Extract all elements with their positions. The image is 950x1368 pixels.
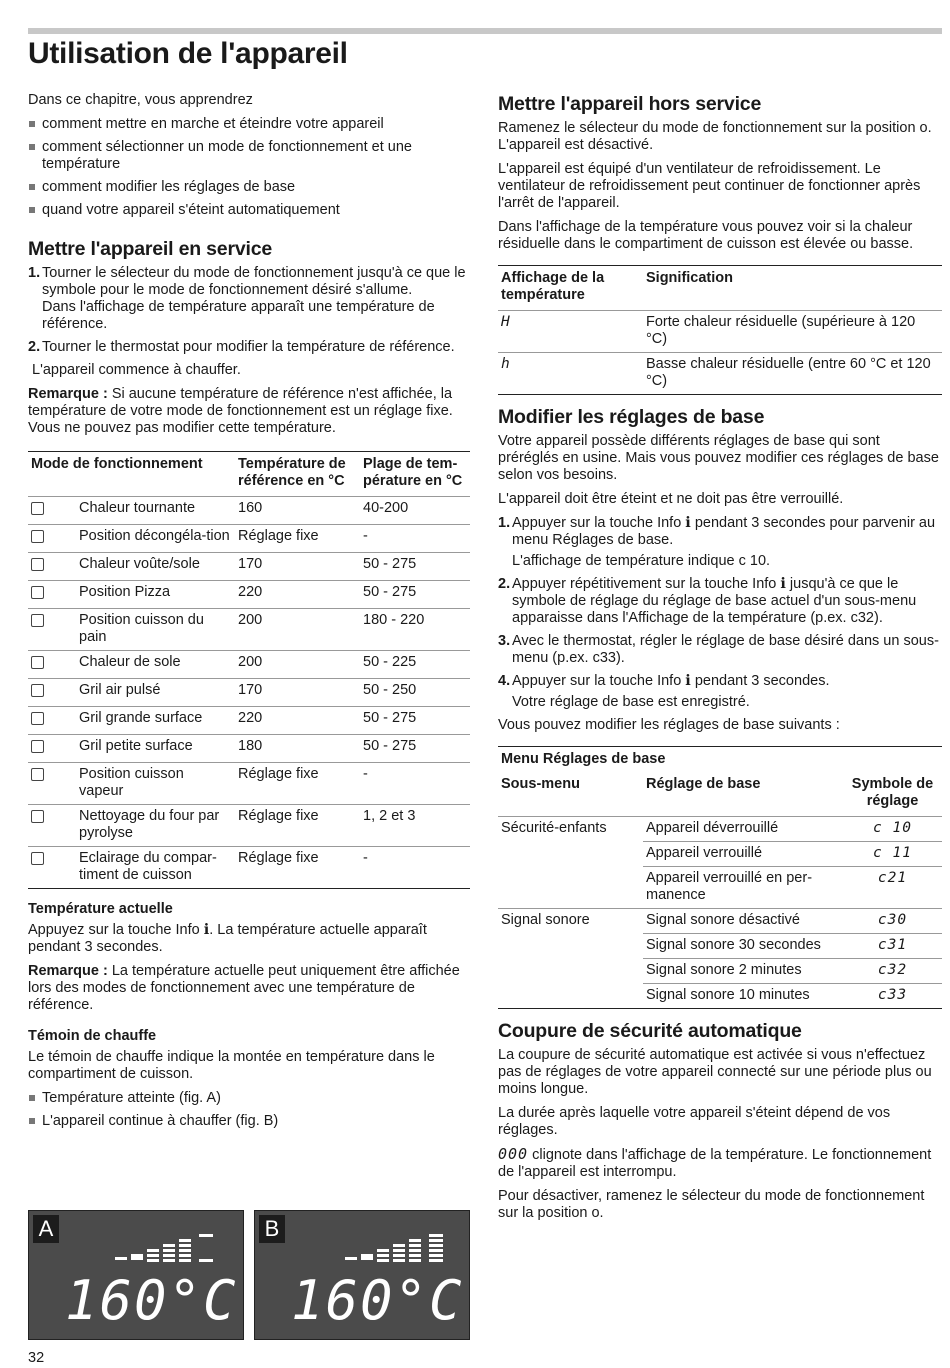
table-cell: - [360,847,470,889]
table-cell [28,525,76,553]
table-cell: Appareil verrouillé [643,842,843,867]
table-cell: 40-200 [360,497,470,525]
paragraph: Appuyez sur la touche Info ℹ. La température actuelle apparaît pendant 3 secondes. [28,922,427,955]
table-cell [28,497,76,525]
section-heading-reglages: Modifier les réglages de base [498,406,765,428]
pyrolysis-icon [31,810,44,823]
table-cell: Position cuisson du pain [76,609,235,651]
table-row [498,909,942,934]
table-cell: Réglage fixe [235,525,360,553]
intro-lead: Dans ce chapitre, vous apprendrez [28,92,253,108]
table-cell: 50 - 275 [360,735,470,763]
table-cell: Appareil déverrouillé [643,817,843,842]
table-cell: 50 - 275 [360,553,470,581]
intro-list [28,116,470,219]
table-cell: Nettoyage du four par pyrolyse [76,805,235,847]
table-row [28,581,470,609]
display-symbol: H [498,311,643,353]
step-text: Appuyer sur la touche Info ℹ pendant 3 secondes pour parvenir au menu Réglages de base. [512,515,936,548]
table-cell: Position Pizza [76,581,235,609]
table-cell: Signal sonore 2 minutes [643,959,843,984]
table-cell: 200 [235,651,360,679]
lamp-icon [31,852,44,865]
table-cell: Sécurité-enfants [498,817,643,842]
right-column [498,92,942,1229]
figure-b [254,1210,470,1340]
paragraph: La durée après laquelle votre appareil s'éteint dépend de vos réglages. [498,1105,891,1138]
paragraph: L'appareil est équipé d'un ventilateur de refroidissement. Le ventilateur de refroidissement peut continuer de fonctionner après l'arrêt de l'appareil. [498,161,921,211]
sub-heading-temoin: Témoin de chauffe [28,1028,157,1044]
step-text: Tourner le sélecteur du mode de fonctionnement jusqu'à ce que le symbole pour le mode de fonctionnement désiré s'allume. [42,265,466,298]
table-cell: Gril grande surface [76,707,235,735]
table-row [28,651,470,679]
table-cell: 170 [235,553,360,581]
display-symbol: 000 [498,1145,529,1163]
note-text: La température actuelle peut uniquement être affichée lors des modes de fonctionnement avec une température de référence. [28,963,460,1013]
display-symbol: h [498,353,643,395]
table-cell: Réglage fixe [235,763,360,805]
display-symbol: c 10 [843,817,942,842]
steps-list [498,515,942,711]
section-heading-en-service: Mettre l'appareil en service [28,238,272,260]
table-row [28,763,470,805]
note-label: Remarque : [28,386,108,402]
table-row [498,842,942,867]
table-row [28,679,470,707]
table-cell: 50 - 275 [360,707,470,735]
table-cell [28,735,76,763]
table-cell: Signal sonore 10 minutes [643,984,843,1009]
residual-heat-table [498,265,942,395]
table-cell [28,679,76,707]
step-number: 1. [28,265,41,281]
table-row [498,817,942,842]
table-cell: Réglage fixe [235,805,360,847]
step-number: 4. [498,673,511,689]
table-cell [498,984,643,1009]
paragraph: Dans l'affichage de la température vous pouvez voir si la chaleur résiduelle dans le compartiment de cuisson est élevée ou basse. [498,219,914,252]
list-item: quand votre appareil s'éteint automatiquement [28,202,470,219]
step-result: L'affichage de température indique c 10. [512,553,771,569]
table-row [28,525,470,553]
paragraph: Le témoin de chauffe indique la montée en température dans le compartiment de cuisson. [28,1049,435,1082]
table-cell [28,651,76,679]
table-row [28,497,470,525]
bread-icon [31,614,44,627]
note-label: Remarque : [28,963,108,979]
table-row [498,934,942,959]
table-cell: 50 - 225 [360,651,470,679]
table-cell: Chaleur voûte/sole [76,553,235,581]
table-header: Mode de fonctionnement [31,456,203,472]
modes-table [28,451,470,889]
table-header: Symbole de réglage [851,776,934,809]
step-number: 1. [498,515,511,531]
large-grill-icon [31,712,44,725]
figure-label: B [259,1215,285,1243]
step-result: Votre réglage de base est enregistré. [512,694,750,710]
table-cell: - [360,763,470,805]
table-row [28,735,470,763]
table-row [498,311,942,353]
list-item [498,633,942,667]
list-item: comment sélectionner un mode de fonctionnement et une température [28,139,470,173]
top-bottom-heat-icon [31,558,44,571]
table-cell: 50 - 250 [360,679,470,707]
table-row [498,959,942,984]
fan-grill-icon [31,684,44,697]
table-cell [28,763,76,805]
step-text: Tourner le thermostat pour modifier la température de référence. [42,339,455,355]
temoin-list [28,1090,470,1130]
table-cell [28,805,76,847]
note [28,963,470,1014]
settings-menu-table [498,746,942,1009]
paragraph: La coupure de sécurité automatique est activée si vous n'effectuez pas de réglages de votre appareil connecté sur une période plus ou moins longue. [498,1047,932,1097]
sub-heading-temp-actuelle: Température actuelle [28,901,173,917]
fan-icon [31,502,44,515]
list-item: comment modifier les réglages de base [28,179,470,196]
list-item [498,576,942,627]
list-item [498,673,942,711]
table-cell: Signal sonore désactivé [643,909,843,934]
table-cell [498,934,643,959]
small-grill-icon [31,740,44,753]
step-text: Appuyer répétitivement sur la touche Info ℹ jusqu'à ce que le symbole de réglage du réglage de base actuel d'un sous-menu apparaisse dans l'Affichage de la température (p.ex. c32). [512,576,917,626]
table-cell [28,553,76,581]
bottom-heat-icon [31,656,44,669]
list-item [28,339,470,356]
display-symbol: c30 [843,909,942,934]
steam-icon [31,768,44,781]
table-header: Sous-menu [501,776,580,792]
table-cell: Gril petite surface [76,735,235,763]
page-number: 32 [28,1350,45,1366]
step-number: 2. [28,339,41,355]
page-title: Utilisation de l'appareil [28,37,348,70]
table-row [28,847,470,889]
table-cell [28,707,76,735]
note-text: Si aucune température de référence n'est affichée, la température de votre mode de fonctionnement est un réglage fixe. Vous ne pouvez pas modifier cette température. [28,386,453,436]
table-header: Température de référence en °C [238,456,346,489]
display-symbol: c31 [843,934,942,959]
step-text: Appuyer sur la touche Info ℹ pendant 3 secondes. [512,673,830,689]
table-cell: Forte chaleur résiduelle (supérieure à 120 °C) [643,311,942,353]
table-cell: 200 [235,609,360,651]
table-cell: Eclairage du compar-timent de cuisson [76,847,235,889]
table-row [28,707,470,735]
list-item: L'appareil continue à chauffer (fig. B) [28,1113,470,1130]
section-heading-coupure: Coupure de sécurité automatique [498,1020,802,1042]
table-cell: Signal sonore [498,909,643,934]
figure-a [28,1210,244,1340]
table-cell: 220 [235,707,360,735]
table-row [498,867,942,909]
table-header: Plage de tem-pérature en °C [363,456,463,489]
display-symbol: c21 [843,867,942,909]
table-cell: Réglage fixe [235,847,360,889]
figure-label: A [33,1215,59,1243]
note [28,386,470,437]
table-cell: 50 - 275 [360,581,470,609]
list-item: comment mettre en marche et éteindre votre appareil [28,116,470,133]
table-header: Affichage de la température [501,270,605,303]
table-cell [28,847,76,889]
table-cell: 180 [235,735,360,763]
table-row [28,553,470,581]
table-cell [498,867,643,909]
section-heading-hors-service: Mettre l'appareil hors service [498,93,762,115]
display-symbol: c 11 [843,842,942,867]
table-cell [28,609,76,651]
paragraph: L'appareil doit être éteint et ne doit pas être verrouillé. [498,491,844,507]
list-item [28,265,470,333]
step-after: L'appareil commence à chauffer. [32,362,241,378]
paragraph [498,1146,942,1181]
paragraph: Vous pouvez modifier les réglages de base suivants : [498,717,840,733]
step-number: 2. [498,576,511,592]
table-cell: Signal sonore 30 secondes [643,934,843,959]
table-cell: Gril air pulsé [76,679,235,707]
table-cell: Position décongéla-tion [76,525,235,553]
table-row [28,805,470,847]
table-cell: Basse chaleur résiduelle (entre 60 °C et 120 °C) [643,353,942,395]
table-cell: 180 - 220 [360,609,470,651]
table-caption: Menu Réglages de base [501,751,666,767]
paragraph-text: clignote dans l'affichage de la température. Le fonctionnement de l'appareil est interrompu. [498,1147,932,1180]
display-symbol: c33 [843,984,942,1009]
display-readout: 160°C [65,1269,238,1332]
table-cell: Appareil verrouillé en per-manence [643,867,843,909]
paragraph: Ramenez le sélecteur du mode de fonctionnement sur la position o. L'appareil est désactivé. [498,120,932,153]
table-cell [28,581,76,609]
table-cell: Position cuisson vapeur [76,763,235,805]
table-header: Signification [646,270,733,286]
left-column [28,92,470,1136]
paragraph: Pour désactiver, ramenez le sélecteur du mode de fonctionnement sur la position o. [498,1188,925,1221]
paragraph: Votre appareil possède différents réglages de base qui sont préréglés en usine. Mais vous pouvez modifier ces réglages de base selon vos besoins. [498,433,939,483]
header-rule [28,28,942,34]
step-number: 3. [498,633,511,649]
table-row [28,609,470,651]
display-readout: 160°C [291,1269,464,1332]
list-item: Température atteinte (fig. A) [28,1090,470,1107]
table-cell: Chaleur de sole [76,651,235,679]
table-header: Réglage de base [646,776,761,792]
step-result: Dans l'affichage de température apparaît une température de référence. [42,299,435,332]
table-cell: 170 [235,679,360,707]
table-cell: 1, 2 et 3 [360,805,470,847]
table-row [498,353,942,395]
table-cell: 160 [235,497,360,525]
display-symbol: c32 [843,959,942,984]
step-text: Avec le thermostat, régler le réglage de base désiré dans un sous-menu (p.ex. c33). [512,633,939,666]
list-item [498,515,942,570]
table-cell: - [360,525,470,553]
steps-list [28,265,470,356]
table-cell: Chaleur tournante [76,497,235,525]
table-row [498,984,942,1009]
defrost-icon [31,530,44,543]
pizza-icon [31,586,44,599]
table-cell [498,959,643,984]
heat-indicator-figures [28,1210,470,1340]
table-cell: 220 [235,581,360,609]
table-cell [498,842,643,867]
